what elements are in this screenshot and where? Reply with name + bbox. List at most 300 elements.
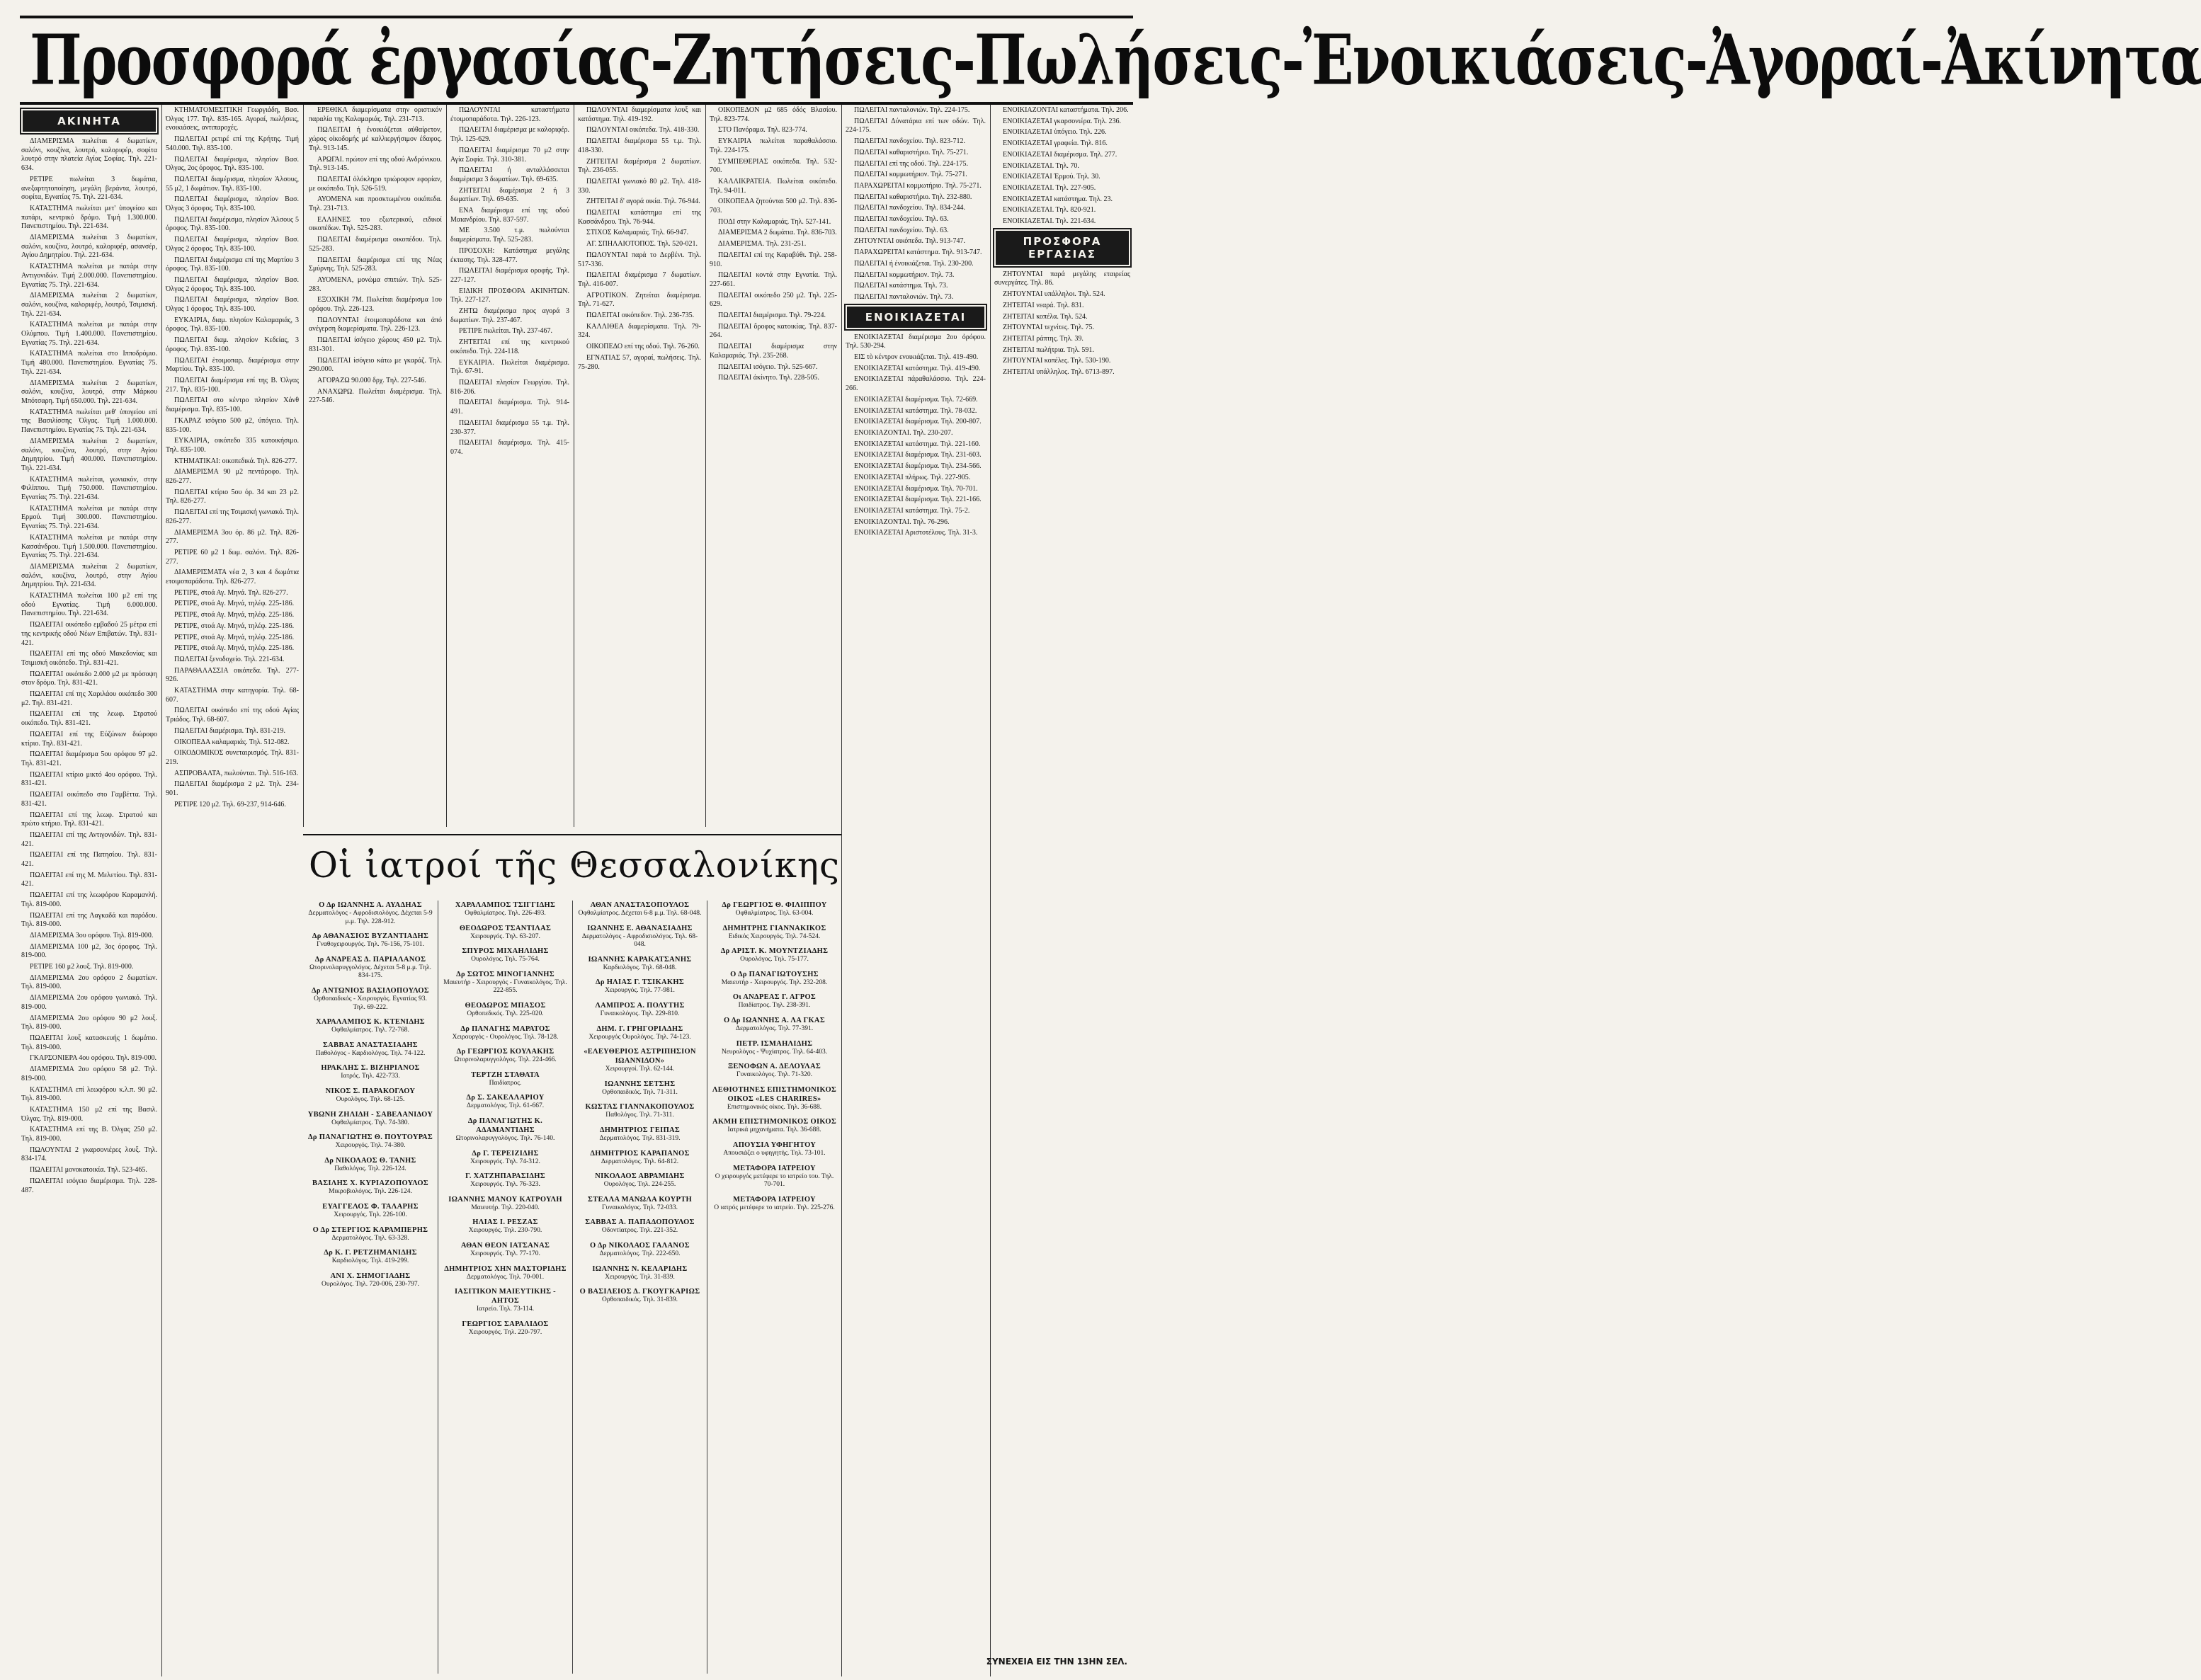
doctor-listing (443, 970, 568, 995)
classified-ad: ΠΩΛΕΙΤΑΙ διαμέρισμα. Τηλ. 415-074. (450, 439, 569, 456)
classified-ad: ΖΗΤΕΙΤΑΙ κοπέλα. Τηλ. 524. (1003, 312, 1088, 321)
classified-ad: ΡΕΤΙΡΕ, στοά Αγ. Μηνά, τηλέφ. 225-186. (174, 622, 295, 630)
doctor-name: Δρ Γ. ΤΕΡΕΙΖΙΔΗΣ (472, 1149, 539, 1158)
classified-ad: ΠΩΛΕΙΤΑΙ επί της Εύζώνων διώροφο κτίριο. Τηλ. 831-421. (21, 730, 157, 748)
classified-ad: ΠΩΛΕΙΤΑΙ γωνιακό 80 μ2. Τηλ. 418-330. (578, 177, 701, 195)
doctor-listing (577, 955, 703, 973)
classified-ad: ΑΓΡΟΤΙΚΟΝ. Ζητείται διαμέρισμα. Τηλ. 71-627. (578, 291, 701, 309)
classified-ad: ΠΩΛΕΙΤΑΙ ξενοδοχείο. Τηλ. 221-634. (174, 655, 285, 663)
classified-ad: ΔΙΑΜΕΡΙΣΜΑ πωλείται 2 δωματίων, σαλόνι, κουζίνα, καλοριφέρ, λουτρό, Τσιμισκή. Τηλ. 221-634. (21, 292, 157, 318)
classified-ad: ΟΙΚΟΔΟΜΙΚΟΣ συνεταιρισμός. Τηλ. 831-219. (166, 749, 299, 766)
ad-list (710, 106, 837, 383)
classified-ad: ΕΝΟΙΚΙΑΖΕΤΑΙ διαμέρισμα. Τηλ. 277. (1003, 150, 1117, 159)
doctor-name: ΚΩΣΤΑΣ ΓΙΑΝΝΑΚΟΠΟΥΛΟΣ (585, 1103, 695, 1112)
doctor-listing (712, 1039, 837, 1057)
doctor-details: Χειρουργός. Τηλ. 76-323. (470, 1181, 540, 1189)
doctor-name: ΔΗΜΗΤΡΗΣ ΓΙΑΝΝΑΚΙΚΟΣ (722, 924, 826, 932)
doctor-details: Παιδίατρος. (489, 1079, 522, 1087)
classified-ad: ΖΗΤΟΥΝΤΑΙ υπάλληλοι. Τηλ. 524. (1003, 290, 1105, 299)
classified-ad: ΚΑΤΑΣΤΗΜΑ πωλείται στο Ιπποδρόμιο. Τιμή 480.000. Πανεπιστημίου. Εγνατίας 75. Τηλ. 221-634. (21, 350, 157, 376)
doctor-details: Παθολόγος. Τηλ. 226-124. (334, 1165, 406, 1172)
doctor-details: Καρδιολόγος. Τηλ. 419-299. (331, 1257, 409, 1265)
doctor-listing (712, 924, 837, 942)
doctor-listing (712, 1141, 837, 1158)
doctor-details: Χειρουργός. Τηλ. 31-839. (605, 1273, 675, 1281)
column-2 (166, 106, 299, 1674)
column-6 (710, 106, 837, 827)
classified-ad: ΠΩΛΕΙΤΑΙ διαμέρισμα 5ου ορόφου 97 μ2. Τηλ. 831-421. (21, 750, 157, 767)
classified-ad: ΕΝΟΙΚΙΑΖΕΤΑΙ. Τηλ. 70. (1003, 161, 1079, 170)
doctor-details: Δερματολόγος. Τηλ. 222-650. (599, 1250, 681, 1257)
classified-ad: ΠΩΛΕΙΤΑΙ επί της Αντιγονιδών. Τηλ. 831-421. (21, 830, 157, 848)
classified-ad: ΕΙΔΙΚΗ ΠΡΟΣΦΟΡΑ ΑΚΙΝΗΤΩΝ. Τηλ. 227-127. (450, 287, 569, 304)
classified-ad: ΕΝΟΙΚΙΑΖΕΤΑΙ γραφεία. Τηλ. 816. (1003, 139, 1108, 148)
doctor-name: Ο ΒΑΣΙΛΕΙΟΣ Δ. ΓΚΟΥΓΚΑΡΙΩΣ (579, 1288, 700, 1296)
doctors-directory (303, 901, 843, 1674)
ad-list (21, 137, 157, 1195)
doctor-listing (712, 993, 837, 1010)
doctor-details: Μαιευτήρ. Τηλ. 220-040. (471, 1204, 540, 1211)
classified-ad: ΠΩΛΕΙΤΑΙ ἑτοιμοπαρ. διαμέρισμα στην Μαρτίου. Τηλ. 835-100. (166, 356, 299, 374)
classified-ad: ΠΩΛΕΙΤΑΙ διαμέρισμα στην Καλαμαριάς. Τηλ. 235-268. (710, 343, 837, 360)
classified-ad: ΠΩΛΕΙΤΑΙ ρετιρέ επί της Κρήτης. Τιμή 540.000. Τηλ. 835-100. (166, 135, 299, 152)
doctor-listing (443, 1024, 568, 1042)
classified-ad: ΠΩΛΕΙΤΑΙ οικόπεδον. Τηλ. 236-735. (586, 312, 695, 320)
ad-list (166, 106, 299, 810)
classified-ad: ΖΗΤΩ διαμέρισμα προς αγορά 3 δωματίων. Τηλ. 237-467. (450, 307, 569, 324)
doctor-details: Ωτορινολαρυγγολόγος. Τηλ. 224-466. (454, 1056, 557, 1064)
column-rule (446, 105, 447, 827)
doctor-name: ΝΙΚΟΛΑΟΣ ΑΒΡΑΜΙΔΗΣ (595, 1172, 685, 1181)
doctor-listing (577, 1195, 703, 1213)
doctor-name: ΙΩΑΝΝΗΣ Ν. ΚΕΛΑΡΙΔΗΣ (592, 1264, 688, 1273)
doctor-details: Οδοντίατρος. Τηλ. 221-352. (601, 1227, 678, 1235)
classified-ad: ΔΙΑΜΕΡΙΣΜΑ 100 μ2, 3ος όροφος. Τηλ. 819-000. (21, 942, 157, 960)
doctor-listing (443, 1047, 568, 1065)
classified-ad: ΠΩΛΕΙΤΑΙ καθαριστήριο. Τηλ. 75-271. (854, 148, 969, 156)
doctor-details: Χειρουργός. Τηλ. 220-797. (468, 1328, 542, 1336)
doctor-details: Ουρολόγος. Τηλ. 68-125. (336, 1095, 405, 1103)
classified-ad: ΖΗΤΟΥΝΤΑΙ παρά μεγάλης εταιρείας συνεργάτες. Τηλ. 86. (994, 270, 1130, 287)
doctor-details: Μικροβιολόγος. Τηλ. 226-124. (329, 1188, 412, 1196)
doctor-details: Ωτορινολαρυγγολόγος. Τηλ. 76-140. (455, 1134, 555, 1142)
doctor-listing (307, 955, 433, 981)
continued-notice: ΣΥΝΕΧΕΙΑ ΕΙΣ ΤΗΝ 13ΗΝ ΣΕΛ. (986, 1657, 1127, 1667)
doctor-listing (443, 1172, 568, 1189)
ad-list (994, 106, 1130, 227)
doctor-name: Δρ ΠΑΝΑΓΙΩΤΗΣ Θ. ΠΟΥΤΟΥΡΑΣ (307, 1133, 433, 1142)
doctor-details: Χειρουργός. Τηλ. 74-380. (335, 1142, 406, 1150)
doctor-name: ΓΕΩΡΓΙΟΣ ΣΑΡΑΛΙΔΟΣ (462, 1320, 549, 1328)
classified-ad: ΠΩΛΕΙΤΑΙ πανδοχείου. Τηλ. 823-712. (854, 137, 965, 146)
classified-ad: ΕΝΟΙΚΙΑΖΕΤΑΙ ὑπόγειο. Τηλ. 226. (1003, 128, 1107, 137)
classified-ad: ΖΗΤΕΙΤΑΙ επί της κεντρικού οικόπεδο. Τηλ. 224-118. (450, 338, 569, 355)
doctor-listing (712, 1085, 837, 1112)
section-header-akinita: ΑΚΙΝΗΤΑ (21, 109, 157, 133)
ad-list (846, 333, 986, 538)
doctors-column (438, 901, 572, 1674)
classified-ad: ΡΕΤΙΡΕ, στοά Αγ. Μηνά, τηλέφ. 225-186. (174, 611, 295, 619)
doctor-listing (712, 1164, 837, 1189)
doctor-name: Δρ ΠΑΝΑΓΙΩΤΗΣ Κ. ΑΔΑΜΑΝΤΙΔΗΣ (467, 1116, 543, 1134)
doctor-name: ΠΕΤΡ. ΙΣΜΑΗΛΙΔΗΣ (736, 1039, 813, 1048)
classified-ad: ΚΑΤΑΣΤΗΜΑ πωλείται μεθ' ὑπογείου επί της Βασιλίσσης Όλγας. Τιμή 1.000.000. Πανεπιστημίου. Εγνατίας 75. Τηλ. 221-634. (21, 408, 157, 435)
doctor-name: Δρ Σ. ΣΑΚΕΛΛΑΡΙΟΥ (466, 1094, 545, 1102)
classified-ad: ΠΩΛΕΙΤΑΙ κοντά στην Εγνατία. Τηλ. 227-661. (710, 271, 837, 288)
classified-ad: ΠΩΛΕΙΤΑΙ διαμέρισμα, πλησίον Βασ. Όλγας 1 όροφος. Τηλ. 835-100. (166, 296, 299, 314)
classified-ad: ΕΙΣ τὸ κέντρον ενοικιάζεται. Τηλ. 419-490. (854, 353, 979, 362)
ad-list (450, 106, 569, 457)
doctor-details: Καρδιολόγος. Τηλ. 68-048. (603, 964, 677, 971)
classified-ad: ΑΡΩΓΑΙ. πρώτον επί της οδού Ανδρόνικου. Τηλ. 913-145. (309, 155, 442, 173)
doctor-name: ΤΕΡΤΖΗ ΣΤΑΘΑΤΑ (471, 1070, 540, 1079)
column-rule (990, 105, 991, 1676)
classified-ad: ΠΑΡΑΧΩΡΕΙΤΑΙ κομμωτήριο. Τηλ. 75-271. (854, 181, 982, 190)
doctor-details: Επιστημονικός οίκος. Τηλ. 36-688. (727, 1103, 822, 1111)
classified-ad: ΠΩΛΕΙΤΑΙ διαμέρισμα επί της Μαρτίου 3 όροφος. Τηλ. 835-100. (166, 256, 299, 273)
doctor-name: ΙΩΑΝΝΗΣ ΜΑΝΟΥ ΚΑΤΡΟΥΛΗ (448, 1195, 562, 1204)
classified-ad: ΕΥΚΑΙΡΙΑ πωλείται παραθαλάσσιο. Τηλ. 224-175. (710, 137, 837, 154)
doctor-name: ΙΑΣΙΤΙΚΟΝ ΜΑΙΕΥΤΙΚΗΣ - ΑΗΤΟΣ (455, 1288, 556, 1305)
classified-ad: ΕΥΚΑΙΡΙΑ, διαμ. πλησίον Καλαμαριάς, 3 όροφος. Τηλ. 835-100. (166, 316, 299, 333)
classified-ad: ΑΣΠΡΟΒΑΛΤΑ, πωλούνται. Τηλ. 516-163. (174, 769, 298, 777)
classified-ad: ΠΩΛΕΙΤΑΙ επί της λεωφ. Στρατού και πρώτο κτήριο. Τηλ. 831-421. (21, 811, 157, 828)
doctor-details: Απουσιάζει ο υφηγητής. Τηλ. 73-101. (723, 1149, 826, 1157)
doctor-name: Ο Δρ ΣΤΕΡΓΙΟΣ ΚΑΡΑΜΠΕΡΗΣ (312, 1225, 428, 1234)
doctor-name: ΘΕΟΔΩΡΟΣ ΜΠΑΣΟΣ (465, 1001, 546, 1010)
classified-ad: ΟΙΚΟΠΕΔΑ καλαμαριάς. Τηλ. 512-082. (174, 738, 290, 746)
classified-ad: ΖΗΤΟΥΝΤΑΙ τεχνίτες. Τηλ. 75. (1003, 324, 1094, 332)
doctor-listing (577, 1080, 703, 1097)
classified-ad: ΕΝΟΙΚΙΑΖΕΤΑΙ διαμέρισμα. Τηλ. 234-566. (854, 462, 982, 471)
classified-ad: ΔΙΑΜΕΡΙΣΜΑ 3ου ορόφου. Τηλ. 819-000. (30, 931, 154, 939)
classified-ad: ΠΩΛΟΥΝΤΑΙ παρά το Δερβένι. Τηλ. 517-336. (578, 251, 701, 268)
doctor-name: ΑΝΙ Χ. ΣΗΜΟΓΙΑΔΗΣ (330, 1272, 411, 1280)
column-1 (21, 106, 157, 1674)
classified-ad: ΔΙΑΜΕΡΙΣΜΑ 2ου ορόφου 58 μ2. Τηλ. 819-000. (21, 1065, 157, 1082)
doctor-details: Ιατρός. Τηλ. 422-733. (341, 1073, 400, 1080)
classified-ad: ΔΙΑΜΕΡΙΣΜΑ 2ου ορόφου 2 δωματίων. Τηλ. 819-000. (21, 973, 157, 991)
doctor-details: Ουρολόγος. Τηλ. 75-177. (740, 956, 809, 964)
classified-ad: ΠΩΛΕΙΤΑΙ κτίριο 5ου όρ. 34 και 23 μ2. Τηλ. 826-277. (166, 488, 299, 505)
classified-ad: ΚΑΤΑΣΤΗΜΑ πωλείται με πατάρι στην Ερμού. Τιμή 300.000. Πανεπιστημίου. Εγνατίας 75. Τηλ. 221-634. (21, 504, 157, 531)
classified-ad: ΕΝΟΙΚΙΑΖΕΤΑΙ. Τηλ. 227-905. (1003, 183, 1096, 192)
classified-ad: ΚΑΛΛΙΘΕΑ διαμερίσματα. Τηλ. 79-324. (578, 322, 701, 340)
doctor-listing (577, 1218, 703, 1235)
classified-ad: ΠΑΡΑΘΑΛΑΣΣΙΑ οικόπεδα. Τηλ. 277-926. (166, 666, 299, 684)
classified-ad: ΠΡΟΣΟΧΗ: Κατάστημα μεγάλης έκτασης. Τηλ. 328-477. (450, 246, 569, 264)
doctor-details: Δερματολόγος. Τηλ. 77-391. (735, 1024, 814, 1032)
classified-ad: ΠΩΛΕΙΤΑΙ διαμέρισμα. Τηλ. 914-491. (450, 399, 569, 416)
classified-ad: ΠΩΛΕΙΤΑΙ διαμέρισμα. Τηλ. 79-224. (718, 312, 826, 320)
classified-ad: ΠΩΛΕΙΤΑΙ καθαριστήριο. Τηλ. 232-880. (854, 193, 972, 201)
classified-ad: ΡΕΤΙΡΕ 160 μ2 λουξ. Τηλ. 819-000. (30, 963, 134, 971)
doctor-details: Ειδικός Χειρουργός. Τηλ. 74-524. (728, 932, 821, 940)
doctor-name: ΗΡΑΚΛΗΣ Σ. ΒΙΖΗΡΙΑΝΟΣ (321, 1064, 420, 1073)
doctor-listing (443, 1287, 568, 1314)
classified-ad: ΠΩΛΕΙΤΑΙ Δύνατάρια επί των οδών. Τηλ. 224-175. (846, 117, 986, 135)
classified-ad: ΖΗΤΕΙΤΑΙ ράπτης. Τηλ. 39. (1003, 334, 1084, 343)
classified-ad: ΟΙΚΟΠΕΔΑ ζητούνται 500 μ2. Τηλ. 836-703. (710, 198, 837, 215)
classified-ad: ΠΩΛΕΙΤΑΙ κομμωτήριον. Τηλ. 73. (854, 270, 955, 279)
doctor-details: Γυναικολόγος. Τηλ. 72-033. (601, 1204, 678, 1211)
doctor-name: ΕΥΑΓΓΕΛΟΣ Φ. ΤΑΛΑΡΗΣ (322, 1202, 419, 1211)
classified-ad: ΑΥΟΜΕΝΑ και προσκτωμένου οικόπεδα. Τηλ. 231-713. (309, 195, 442, 213)
classified-ad: ΚΑΤΑΣΤΗΜΑ επί λεωφόρου κ.λ.π. 90 μ2. Τηλ. 819-000. (21, 1085, 157, 1103)
doctor-listing (307, 1156, 433, 1174)
doctor-name: ΥΒΩΝΗ ΖΗΛΙΔΗ - ΣΑΒΕΛΑΝΙΔΟΥ (307, 1110, 433, 1119)
doctor-name: ΑΘΑΝ ΑΝΑΣΤΑΣΟΠΟΥΛΟΣ (590, 901, 690, 909)
doctor-name: ΛΕΘΙΟΤΗΝΕΣ ΕΠΙΣΤΗΜΟΝΙΚΟΣ ΟΙΚΟΣ «LES CHARIRES» (712, 1085, 837, 1103)
doctors-top-rule (303, 834, 841, 835)
doctor-listing (443, 901, 568, 918)
classified-ad: ΕΝΟΙΚΙΑΖΟΝΤΑΙ. Τηλ. 76-296. (854, 518, 950, 526)
doctor-name: Δρ ΑΝΤΩΝΙΟΣ ΒΑΣΙΛΟΠΟΥΛΟΣ (312, 986, 429, 995)
doctor-name: ΣΠΥΡΟΣ ΜΙΧΑΗΛΙΔΗΣ (462, 947, 549, 956)
classified-ad: ΠΩΛΕΙΤΑΙ ίσόγειο χώρους 450 μ2. Τηλ. 831-301. (309, 336, 442, 353)
classified-ad: ΠΩΛΕΙΤΑΙ επί της Πατησίου. Τηλ. 831-421. (21, 851, 157, 869)
classified-ad: ΕΛΛΗΝΕΣ του εξωτερικού, ειδικοί οικοπέδων. Τηλ. 525-283. (309, 215, 442, 233)
classified-ad: ΕΝΟΙΚΙΑΖΕΤΑΙ κατάστημα. Τηλ. 78-032. (854, 406, 977, 415)
classified-ad: ΟΙΚΟΠΕΔΟ επί της οδού. Τηλ. 76-260. (586, 343, 700, 351)
classified-ad: ΑΓ. ΣΠΗΛΑΙΟΤΟΠΟΣ. Τηλ. 520-021. (586, 240, 698, 248)
doctor-listing (307, 1110, 433, 1128)
classified-ad: ΔΙΑΜΕΡΙΣΜΑ πωλείται 2 δωματίων, σαλόνι, κουζίνα, λουτρό, στην Μάρκου Μπότσαρη. Τιμή 650.000. Τηλ. 221-634. (21, 379, 157, 405)
classified-ad: ΚΑΤΑΣΤΗΜΑ πωλείται με πατάρι στην Κασσάνδρου. Τιμή 1.500.000. Πανεπιστημίου. Εγνατίας 75. Τηλ. 221-634. (21, 533, 157, 560)
classified-ad: ΠΩΛΕΙΤΑΙ διαμέρισμα, πλησίον Βασ. Όλγας, 2ος όροφος. Τηλ. 835-100. (166, 155, 299, 173)
classified-ad: ΠΩΛΕΙΤΑΙ ισόγειο διαμέρισμα. Τηλ. 228-487. (21, 1177, 157, 1194)
classified-ad: ΕΝΟΙΚΙΑΖΕΤΑΙ Αριστοτέλους. Τηλ. 31-3. (854, 529, 978, 537)
doctor-listing (307, 1179, 433, 1196)
doctors-section-title: Οἱ ἰατροί τῆς Θεσσαλονίκης (309, 845, 840, 886)
ad-list (309, 106, 442, 406)
classified-ad: ΖΗΤΕΙΤΑΙ διαμέρισμα 2 ή 3 δωματίων. Τηλ. 69-635. (450, 186, 569, 204)
classified-ad: ΠΩΛΕΙΤΑΙ επί της οδού. Τηλ. 224-175. (854, 159, 968, 168)
classified-ad: ΣΤΙΧΟΣ Καλαμαριάς. Τηλ. 66-947. (586, 229, 689, 237)
doctor-listing (307, 901, 433, 926)
classified-ad: ΠΩΛΕΙΤΑΙ στο κέντρο πλησίον Χάνθ διαμέρισμα. Τηλ. 835-100. (166, 396, 299, 414)
column-rule (161, 105, 162, 1676)
column-4 (450, 106, 569, 827)
doctor-details: Ορθοπαιδικός - Χειρουργός. Εγνατίας 93. Τηλ. 69-222. (314, 995, 427, 1011)
doctor-name: ΔΗΜΗΤΡΙΟΣ ΓΕΙΠΑΣ (599, 1126, 681, 1134)
classified-ad: ΕΝΟΙΚΙΑΖΕΤΑΙ κατάστημα. Τηλ. 23. (1003, 195, 1113, 203)
doctor-listing (577, 1126, 703, 1143)
ad-list (994, 270, 1130, 377)
classified-ad: ΡΕΤΙΡΕ 120 μ2. Τηλ. 69-237, 914-646. (174, 800, 286, 808)
classified-ad: ΚΑΤΑΣΤΗΜΑ στην κατηγορία. Τηλ. 68-607. (166, 687, 299, 704)
classified-ad: ΔΙΑΜΕΡΙΣΜΑ 2ου ορόφου γωνιακό. Τηλ. 819-000. (21, 994, 157, 1011)
doctor-listing (577, 1287, 703, 1305)
classified-ad: ΖΗΤΟΥΝΤΑΙ οικόπεδα. Τηλ. 913-747. (854, 237, 965, 246)
classified-ad: ΠΩΛΕΙΤΑΙ οικόπεδο 2.000 μ2 με πρόσοψη στον δρόμο. Τηλ. 831-421. (21, 670, 157, 687)
doctor-listing (307, 1041, 433, 1058)
classified-ad: ΠΩΛΕΙΤΑΙ διαμέρισμα 70 μ2 στην Αγία Σοφία. Τηλ. 310-381. (450, 146, 569, 164)
classified-ad: ΕΝΟΙΚΙΑΖΕΤΑΙ διαμέρισμα. Τηλ. 221-166. (854, 496, 982, 504)
classified-ad: ΡΕΤΙΡΕ πωλείται 3 δωμάτια, ανεξαρτητοποίηση, μεγάλη βεράντα, λουτρό, σοφίτα, Εγνατίας 75. Τηλ. 221-634. (21, 175, 157, 202)
doctor-name: ΘΕΟΔΩΡΟΣ ΤΣΑΝΤΙΛΑΣ (459, 924, 552, 932)
doctor-details: Δερματολόγος - Αφροδισιολόγος. Δέχεται 5-9 μ.μ. Τηλ. 228-912. (308, 910, 433, 925)
classified-ad: ΔΙΑΜΕΡΙΣΜΑ πωλείται 2 δωματίων, σαλόνι, κουζίνα, λουτρό, στην Αγίου Δημητρίου. Τιμή 400.000. Πανεπιστημίου. Τηλ. 221-634. (21, 437, 157, 472)
classified-ad: ΠΩΛΕΙΤΑΙ ἀκίνητο. Τηλ. 228-505. (718, 374, 819, 382)
classified-ad: ΔΙΑΜΕΡΙΣΜΑ. Τηλ. 231-251. (718, 240, 807, 248)
doctor-name: ΧΑΡΑΛΑΜΠΟΣ Κ. ΚΤΕΝΙΔΗΣ (316, 1018, 425, 1027)
doctor-listing (712, 947, 837, 964)
doctor-listing (577, 1149, 703, 1167)
doctor-name: Οι ΑΝΔΡΕΑΣ Γ. ΑΓΡΟΣ (732, 993, 817, 1002)
classified-ad: ΜΕ 3.500 τ.μ. πωλούνται διαμερίσματα. Τηλ. 525-283. (450, 227, 569, 244)
classified-ad: ΚΑΤΑΣΤΗΜΑ πωλείται με πατάρι στην Αντιγονιδών. Τιμή 2.000.000. Πανεπιστημίου. Εγνατίας 75. Τηλ. 221-634. (21, 263, 157, 289)
doctor-name: Δρ ΑΘΑΝΑΣΙΟΣ ΒΥΖΑΝΤΙΑΔΗΣ (312, 932, 429, 941)
doctor-details: Ορθοπαιδικός. Τηλ. 31-839. (602, 1296, 678, 1304)
doctor-details: Χειρουργός Ουρολόγος. Τηλ. 74-123. (588, 1033, 691, 1041)
classified-ad: ΕΥΚΑΙΡΙΑ, οικόπεδο 335 κατοικήσιμο. Τηλ. 835-100. (166, 437, 299, 454)
doctor-listing (443, 947, 568, 964)
classified-ad: ΚΑΤΑΣΤΗΜΑ πωλείται 100 μ2 επί της οδού Εγνατίας. Τιμή 6.000.000. Πανεπιστημίου. Τηλ. 221-634. (21, 592, 157, 618)
doctor-listing (712, 1117, 837, 1135)
classified-ad: ΔΙΑΜΕΡΙΣΜΑ 2ου ορόφου 90 μ2 λουξ. Τηλ. 819-000. (21, 1014, 157, 1032)
doctor-name: Γ. ΧΑΤΖΗΠΑΡΑΣΙΔΗΣ (465, 1172, 545, 1181)
classified-ad: ΖΗΤΕΙΤΑΙ νεαρά. Τηλ. 831. (1003, 301, 1084, 309)
doctor-details: Χειρουργός - Ουρολόγος. Τηλ. 78-128. (452, 1033, 559, 1041)
classified-ad: ΠΩΛΕΙΤΑΙ διαμέρισμα οικοπέδου. Τηλ. 525-283. (309, 236, 442, 253)
classified-ad: ΠΩΛΕΙΤΑΙ διαμέρισμα με καλοριφέρ. Τηλ. 125-629. (450, 126, 569, 144)
classified-ad: ΠΩΛΕΙΤΑΙ επί της Λαγκαδά και παρόδου. Τηλ. 819-000. (21, 911, 157, 929)
doctor-listing (307, 986, 433, 1012)
doctor-listing (443, 1093, 568, 1111)
doctor-listing (307, 932, 433, 949)
section-header-enoikiazetai: ΕΝΟΙΚΙΑΖΕΤΑΙ (846, 305, 986, 329)
doctor-listing (443, 1264, 568, 1282)
doctor-details: Χειρουργός. Τηλ. 77-981. (605, 987, 675, 995)
classified-ad: ΠΩΛΕΙΤΑΙ ὁλόκληρο τριώροφον εφορίαν, με οικόπεδο. Τηλ. 526-519. (309, 175, 442, 193)
classified-ad: ΕΝΟΙΚΙΑΖΕΤΑΙ πλήρως. Τηλ. 227-905. (854, 473, 971, 481)
classified-ad: ΠΩΛΟΥΝΤΑΙ οικόπεδα. Τηλ. 418-330. (586, 126, 700, 135)
masthead-title: Προσφορά ἐργασίας-Ζητήσεις-Πωλήσεις-Ἐνοικιάσεις-Ἀγοραί-Ἀκίνητα (30, 20, 2201, 101)
doctor-listing (307, 1272, 433, 1289)
classified-ad: ΖΗΤΕΙΤΑΙ δ' αγορά οικία. Τηλ. 76-944. (586, 198, 700, 206)
classified-ad: ΡΕΤΙΡΕ, στοά Αγ. Μηνά, τηλέφ. 225-186. (174, 633, 295, 641)
doctor-listing (443, 924, 568, 942)
doctor-listing (577, 978, 703, 995)
doctor-name: Δρ ΝΙΚΟΛΑΟΣ Θ. ΤΑΝΗΣ (324, 1156, 416, 1165)
doctor-name: ΜΕΤΑΦΟΡΑ ΙΑΤΡΕΙΟΥ (733, 1195, 816, 1204)
classified-ad: ΓΚΑΡΑΖ ισόγειο 500 μ2, ύπόγειο. Τηλ. 835-100. (166, 416, 299, 434)
classified-ad: ΠΩΛΕΙΤΑΙ πανδοχείου. Τηλ. 63. (854, 215, 949, 224)
doctor-listing (443, 1195, 568, 1213)
masthead (20, 16, 2201, 105)
doctor-details: Χειρουργός. Τηλ. 63-207. (470, 932, 540, 940)
classified-ad: ΚΑΤΑΣΤΗΜΑ 150 μ2 επί της Βασιλ. Όλγας. Τηλ. 819-000. (21, 1105, 157, 1123)
classified-ad: ΕΓΝΑΤΙΑΣ 57, αγοραί, πωλήσεις. Τηλ. 75-280. (578, 353, 701, 371)
classified-ad: ΠΩΛΕΙΤΑΙ επί της λεωφ. Στρατού οικόπεδο. Τηλ. 831-421. (21, 710, 157, 728)
classified-ad: ΑΝΑΧΩΡΩ. Πωλείται διαμέρισμα. Τηλ. 227-546. (309, 387, 442, 405)
column-8 (994, 106, 1130, 1653)
doctor-name: Ο Δρ ΙΩΑΝΝΗΣ Α. ΛΑ ΓΚΑΣ (724, 1016, 825, 1024)
classified-ad: ΠΩΛΕΙΤΑΙ διαμέρισμα, πλησίον Άλσους 5 όροφος. Τηλ. 835-100. (166, 215, 299, 233)
doctor-name: ΧΑΡΑΛΑΜΠΟΣ ΤΣΙΓΓΙΔΗΣ (455, 901, 556, 909)
classified-ad: ΠΩΛΕΙΤΑΙ επί της οδού Μακεδονίας και Τσιμισκή οικόπεδο. Τηλ. 831-421. (21, 650, 157, 667)
classified-ad: ΠΩΛΕΙΤΑΙ ὄροφος κατοικίας. Τηλ. 837-264. (710, 322, 837, 340)
classified-ad: ΑΓΟΡΑΖΩ 90.000 δρχ. Τηλ. 227-546. (317, 376, 426, 384)
classified-ad: ΕΝΟΙΚΙΑΖΕΤΑΙ Έρμού. Τηλ. 30. (1003, 173, 1100, 181)
doctor-name: Δρ ΠΑΝΑΓΗΣ ΜΑΡΑΤΟΣ (460, 1024, 550, 1033)
classified-ad: ΖΗΤΕΙΤΑΙ υπάλληλος. Τηλ. 6713-897. (1003, 368, 1115, 377)
classified-ad: ΕΝΟΙΚΙΑΖΕΤΑΙ. Τηλ. 221-634. (1003, 217, 1096, 226)
classified-ad: ΠΩΛΕΙΤΑΙ ή ένοικιάζεται. Τηλ. 230-200. (854, 259, 974, 268)
classified-ad: ΠΩΛΕΙΤΑΙ μονοκατοικία. Τηλ. 523-465. (30, 1166, 147, 1175)
doctor-details: Χειρουργοί. Τηλ. 62-144. (605, 1065, 675, 1073)
doctor-details: Παθολόγος - Καρδιολόγος. Τηλ. 74-122. (315, 1049, 426, 1057)
doctor-listing (577, 924, 703, 949)
doctor-name: Ο Δρ ΝΙΚΟΛΑΟΣ ΓΑΛΑΝΟΣ (590, 1241, 690, 1250)
classified-ad: ΠΩΛΕΙΤΑΙ ή ἐνοικιάζεται αὐθαίρετον, χώρος οἰκοδομής μέ καλλιεργήσιμον έδαφος. Τηλ. 913-145. (309, 126, 442, 152)
doctor-listing (307, 1133, 433, 1150)
classified-ad: ΠΩΛΕΙΤΑΙ διαμ. πλησίον Κεδείας, 3 όροφος. Τηλ. 835-100. (166, 336, 299, 353)
classified-ad: ΠΩΛΕΙΤΑΙ διαμέρισμα. Τηλ. 831-219. (174, 726, 286, 735)
doctor-listing (307, 1225, 433, 1243)
doctor-listing (577, 1047, 703, 1074)
classified-ad: ΔΙΑΜΕΡΙΣΜΑ πωλείται 3 δωματίων, σαλόνι, κουζίνα, λουτρό, καλοριφέρ, ασανσέρ, Αγίου Δημητρίου. Τηλ. 221-634. (21, 234, 157, 260)
doctor-listing (577, 1172, 703, 1189)
doctor-details: Παιδίατρος. Τηλ. 238-391. (738, 1002, 811, 1010)
classified-ad: ΠΩΛΕΙΤΑΙ ισόγειο. Τηλ. 525-667. (718, 362, 818, 371)
doctor-details: Ιατρείο. Τηλ. 73-114. (476, 1305, 535, 1313)
classified-ad: ΠΩΛΕΙΤΑΙ επί της Καραβύθι. Τηλ. 258-910. (710, 251, 837, 268)
doctor-listing (712, 1016, 837, 1034)
classified-ad: ΠΩΛΕΙΤΑΙ διαμέρισμα 55 τ.μ. Τηλ. 230-377. (450, 418, 569, 436)
doctor-listing (307, 1202, 433, 1220)
doctors-column (303, 901, 438, 1674)
classified-ad: ΔΙΑΜΕΡΙΣΜΑ πωλείται 2 δωματίων, σαλόνι, κουζίνα, λουτρό, στην Αγίου Δημητρίου. Τηλ. 221-634. (21, 562, 157, 589)
classified-ad: ΕΝΟΙΚΙΑΖΕΤΑΙ διαμέρισμα. Τηλ. 200-807. (854, 418, 982, 426)
classified-ad: ΚΑΤΑΣΤΗΜΑ πωλείται με πατάρι στην Ολύμπου. Τιμή 1.400.000. Πανεπιστημίου. Εγνατίας 75. Τηλ. 221-634. (21, 321, 157, 347)
doctor-listing (443, 1149, 568, 1167)
doctor-listing (577, 901, 703, 918)
doctor-listing (712, 970, 837, 988)
doctor-details: Οφθαλμίατρος. Δέχεται 6-8 μ.μ. Τηλ. 68-048. (578, 910, 702, 917)
classified-ad: ΠΑΡΑΧΩΡΕΙΤΑΙ κατάστημα. Τηλ. 913-747. (854, 248, 982, 257)
doctor-details: Χειρουργός. Τηλ. 226-100. (334, 1211, 407, 1218)
column-5 (578, 106, 701, 827)
classified-ad: ΖΗΤΕΙΤΑΙ πωλήτρια. Τηλ. 591. (1003, 345, 1094, 354)
classified-ad: ΕΥΚΑΙΡΙΑ. Πωλείται διαμέρισμα. Τηλ. 67-91. (450, 358, 569, 376)
doctor-details: Ο ιατρός μετέφερε το ιατρείο. Τηλ. 225-276. (714, 1204, 835, 1211)
doctor-details: Δερματολόγος - Αφροδισιολόγος. Τηλ. 68-048. (581, 932, 698, 949)
classified-ad: ΠΩΛΕΙΤΑΙ οικόπεδο εμβαδού 25 μέτρα επί της κεντρικής οδού Νέων Επιβατών. Τηλ. 831-421. (21, 621, 157, 647)
classified-ad: ΚΤΗΜΑΤΟΜΕΣΙΤΙΚΗ Γεωργιάδη, Βασ. Όλγας 177. Τηλ. 835-165. Αγοραί, πωλήσεις, ενοικιάσεις, αντιπαροχές. (166, 106, 299, 132)
classified-ad: ΠΩΛΕΙΤΑΙ επί της Τσιμισκή γωνιακό. Τηλ. 826-277. (166, 508, 299, 525)
classified-ad: ΕΡΕΘΙΚΑ διαμερίσματα στην οριστικόν παραλία της Καλαμαριάς. Τηλ. 231-713. (309, 106, 442, 123)
classified-ad: ΡΕΤΙΡΕ πωλείται. Τηλ. 237-467. (459, 327, 553, 336)
doctor-name: Δρ Κ. Γ. ΡΕΤΖΗΜΑΝΙΔΗΣ (324, 1249, 417, 1257)
classified-ad: ΠΩΛΕΙΤΑΙ διαμέρισμα 7 δωματίων. Τηλ. 416-007. (578, 271, 701, 288)
classified-ad: ΚΑΤΑΣΤΗΜΑ πωλείται, γωνιακόν, στην Φιλίππου. Τιμή 750.000. Πανεπιστημίου. Εγνατίας 75. Τηλ. 221-634. (21, 475, 157, 502)
doctor-name: ΛΑΜΠΡΟΣ Α. ΠΟΛΥΤΗΣ (595, 1001, 685, 1010)
classified-ad: ΡΕΤΙΡΕ, στοά Αγ. Μηνά. Τηλ. 826-277. (174, 588, 288, 597)
doctor-listing (712, 1062, 837, 1080)
doctor-listing (307, 1087, 433, 1104)
classified-ad: ΠΩΛΕΙΤΑΙ διαμέρισμα, πλησίον Βασ. Όλγας 2 όροφος. Τηλ. 835-100. (166, 236, 299, 253)
classified-ad: ΠΩΛΕΙΤΑΙ διαμέρισμα, πλησίον Βασ. Όλγας 2 όροφος. Τηλ. 835-100. (166, 275, 299, 293)
classified-ad: ΕΝΟΙΚΙΑΖΕΤΑΙ γκαρσονιέρα. Τηλ. 236. (1003, 117, 1121, 125)
doctor-name: ΔΗΜΗΤΡΙΟΣ ΚΑΡΑΠΑΝΟΣ (590, 1149, 690, 1158)
doctor-details: Οφθαλμίατρος. Τηλ. 72-768. (331, 1027, 409, 1034)
classified-ad: ΡΕΤΙΡΕ 60 μ2 1 δωμ. σαλόνι. Τηλ. 826-277. (166, 548, 299, 566)
doctor-name: ΙΩΑΝΝΗΣ ΚΑΡΑΚΑΤΣΑΝΗΣ (588, 955, 692, 964)
doctor-listing (307, 1063, 433, 1081)
column-7 (846, 106, 986, 1674)
